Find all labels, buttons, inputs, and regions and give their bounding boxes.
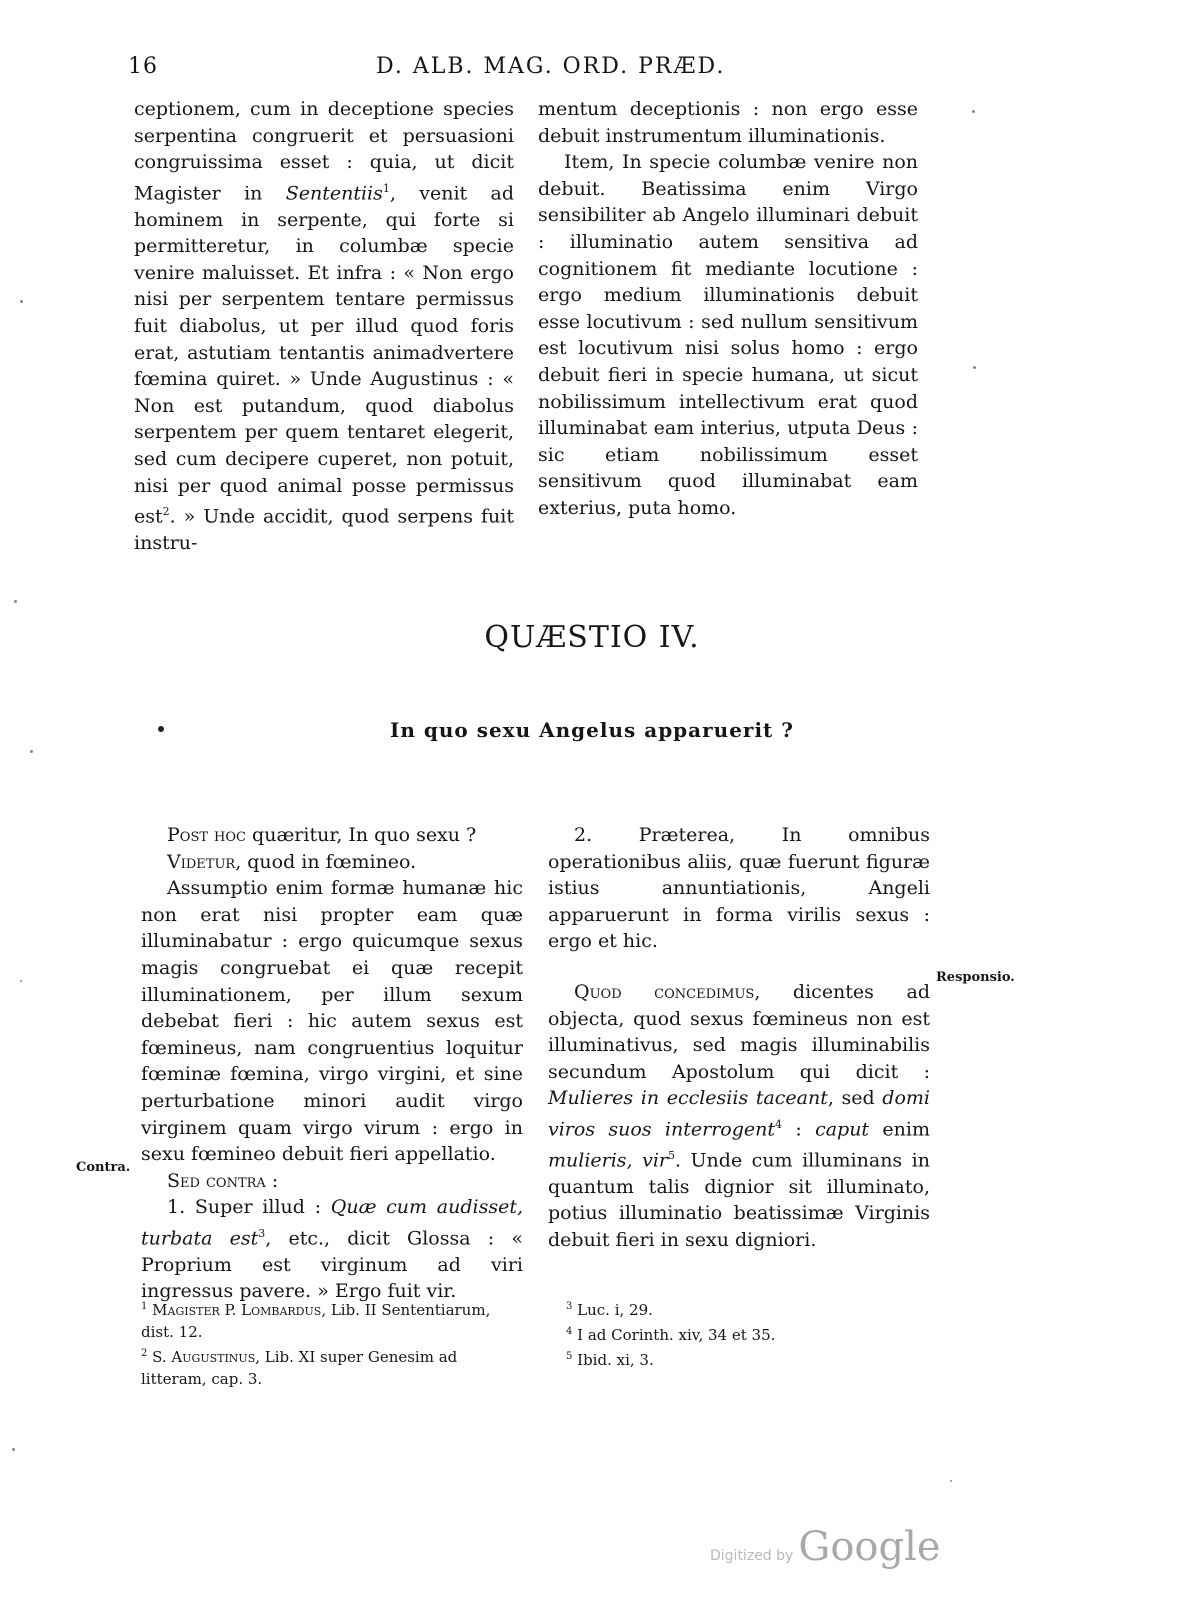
scan-speck: [158, 726, 164, 732]
text-run: ceptionem, cum in deceptione species serpentina congruerit et persuasioni congruissima esset : quia, ut dicit Magister in: [134, 98, 514, 205]
footnote: [141, 1343, 526, 1390]
bottom-left-column: [141, 822, 523, 1305]
italic-quote: caput: [815, 1118, 870, 1141]
italic-quote: Quæ cum audisset, turbata est: [141, 1196, 524, 1250]
footnote: [566, 1296, 926, 1321]
footnote-number: 4: [566, 1326, 573, 1337]
google-logo: Google: [798, 1524, 941, 1570]
footnote-ref: 3: [258, 1226, 266, 1240]
bottom-right-column: [548, 822, 930, 1254]
italic-quote: domi viros suos interrogent: [548, 1087, 930, 1141]
footnote-ref: 4: [775, 1117, 782, 1131]
page-number: 16: [128, 54, 158, 79]
footnotes-left: [141, 1296, 526, 1390]
small-caps-lead: Videtur: [167, 850, 236, 873]
footnote: [141, 1296, 526, 1343]
scan-speck: [14, 600, 17, 603]
text-run: :: [265, 1169, 279, 1192]
italic-title: Sententiis: [285, 182, 383, 205]
question-subtitle: In quo sexu Angelus apparuerit ?: [390, 718, 794, 742]
footnote-number: 1: [141, 1301, 148, 1312]
footnote-text: Luc. i, 29.: [577, 1301, 653, 1319]
footnote-text: , Lib. II Sententiarum, dist. 12.: [141, 1301, 491, 1341]
text-run: , venit ad hominem in serpente, qui forte si permitteretur, in columbæ specie venire maluisset. Et infra : « Non ergo nisi per serpentem tentare permissus fuit diabolus, ut per illud quod foris erat, astutiam tentantis animadvertere fœmina quiret. » Unde Augustinus : « Non est putandum, quod diabolus serpentem per quem tentaret elegerit, sed cum decipere cuperet, non potuit, nisi per quod animal posse permissus est: [134, 182, 514, 528]
footnote: [566, 1321, 926, 1346]
paragraph: [141, 1168, 523, 1195]
text-run: enim: [869, 1118, 930, 1141]
paragraph: mentum deceptionis : non ergo esse debuit instrumentum illuminationis.: [538, 98, 918, 147]
scan-speck: [972, 110, 975, 113]
text-run: , quod in fœmineo.: [235, 850, 417, 873]
footnote-author: S. Augustinus: [152, 1348, 256, 1366]
scan-speck: [30, 750, 33, 753]
text-run: , dicentes ad objecta, quod sexus fœmineus non est illuminativus, sed magis illuminabilis secundum Apostolum qui dicit :: [548, 980, 930, 1083]
italic-quote: mulieris, vir: [548, 1149, 668, 1172]
text-run: 1. Super illud :: [167, 1196, 331, 1219]
paragraph: [141, 822, 523, 849]
footnote-number: 3: [566, 1301, 573, 1312]
footnote: [566, 1346, 926, 1371]
small-caps-lead: Post hoc: [167, 824, 246, 846]
text-run: , sed: [827, 1087, 883, 1110]
footnote-number: 5: [566, 1351, 573, 1362]
margin-note-contra: Contra.: [76, 1160, 131, 1175]
top-left-column: [134, 96, 514, 557]
question-title: QUÆSTIO IV.: [484, 620, 700, 655]
small-caps-lead: Sed contra: [167, 1169, 266, 1192]
paragraph: [141, 849, 523, 876]
footnote-ref: 5: [668, 1148, 675, 1162]
text-run: . » Unde accidit, quod serpens fuit instru-: [134, 505, 514, 555]
running-title: D. ALB. MAG. ORD. PRÆD.: [376, 54, 726, 79]
scan-speck: [950, 1480, 952, 1482]
italic-quote: Mulieres in ecclesiis taceant: [548, 1087, 828, 1110]
paragraph: Item, In specie columbæ venire non debuit. Beatissima enim Virgo sensibiliter ab Angelo illuminari debuit : illuminatio autem sensitiva ad cognitionem fit mediante locutione : ergo medium illuminationis debuit esse locutivum : sed nullum sensitivum est locutivum nisi solus homo : ergo debuit fieri in specie humana, ut sicut nobilissimum intellectivum erat quod illuminabat eam interius, utputa Deus : sic etiam nobilissimum esset sensitivum quod illuminabat eam exterius, puta homo.: [538, 151, 918, 519]
scan-speck: [20, 980, 22, 982]
digitized-by-google-watermark: [710, 1524, 941, 1570]
paragraph: 2. Præterea, In omnibus operationibus aliis, quæ fuerunt figuræ istius annuntiationis, Angeli apparuerunt in forma virilis sexus : ergo et hic.: [548, 824, 930, 953]
footnote-text: , Lib. XI super Genesim ad litteram, cap. 3.: [141, 1348, 458, 1388]
footnote-author: Magister P. Lombardus: [152, 1301, 322, 1319]
footnote-text: I ad Corinth. xiv, 34 et 35.: [577, 1326, 776, 1344]
top-left-paragraph: [134, 96, 514, 557]
footnote-ref: 2: [162, 505, 170, 519]
small-caps-lead: Quod concedimus: [574, 980, 755, 1003]
text-run: . Unde cum illuminans in quantum talis dignior sit illuminato, potius illuminatio beatissimæ Virginis debuit fieri in sexu digniori.: [548, 1149, 930, 1251]
text-run: quæritur, In quo sexu ?: [246, 824, 477, 846]
scan-speck: [12, 1448, 15, 1451]
text-run: :: [782, 1118, 816, 1141]
digitized-by-label: Digitized by: [710, 1548, 794, 1564]
scan-speck: [20, 300, 23, 303]
footnote-text: Ibid. xi, 3.: [577, 1351, 654, 1369]
paragraph: Assumptio enim formæ humanæ hic non erat nisi propter eam quæ illuminabatur : ergo quicumque sexus magis congruebat ei quæ recepit illuminationem, per illum sexum debebat fieri : hic autem sexus est fœmineus, nam congruentius loquitur fœminæ fœmina, virgo virgini, et sine perturbatione minori audit virgo virginem quam virgo virum : ergo in sexu fœmineo debuit fieri appellatio.: [141, 877, 523, 1166]
footnote-ref: 1: [382, 181, 390, 195]
scan-speck: [973, 366, 976, 369]
paragraph: [141, 1194, 523, 1305]
paragraph: [548, 979, 930, 1254]
text-run: , etc., dicit Glossa : « Proprium est virginum ad viri ingressus pavere. » Ergo fuit vir.: [141, 1227, 523, 1303]
margin-note-responsio: Responsio.: [936, 970, 1015, 985]
top-right-column: [538, 96, 918, 522]
footnote-number: 2: [141, 1348, 148, 1359]
footnotes-right: [566, 1296, 926, 1371]
